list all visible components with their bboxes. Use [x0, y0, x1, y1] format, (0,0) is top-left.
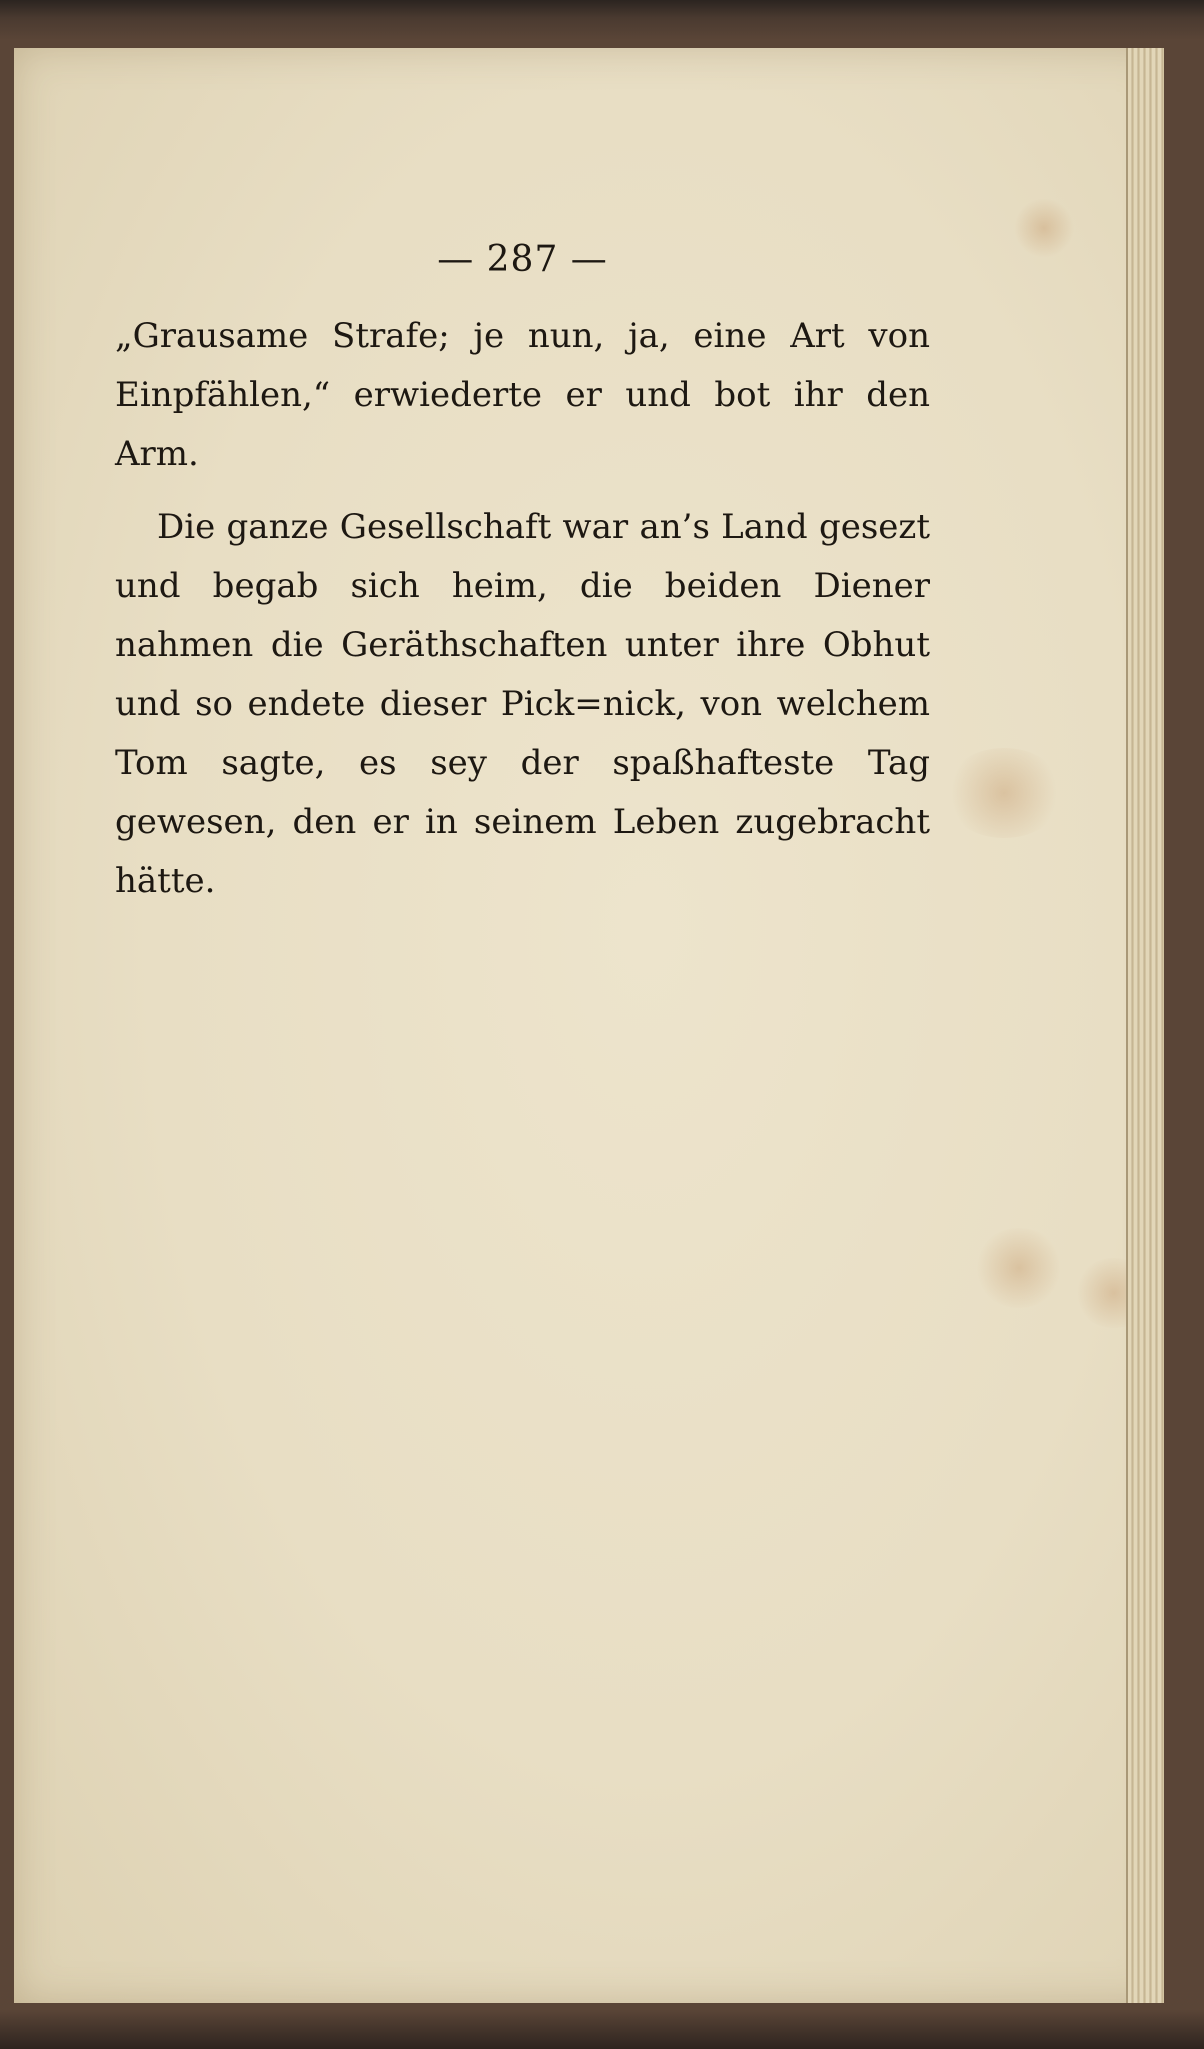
foxing-stain [944, 748, 1064, 838]
text-block [115, 230, 930, 911]
page-number: — 287 — [437, 239, 608, 280]
page-edges [1126, 48, 1164, 2003]
show-through-text [104, 928, 954, 1000]
paragraph-1: „Grausame Strafe; je nun, ja, eine Art von Einpfählen,“ erwiederte er und bot ihr den Arm. [115, 316, 930, 474]
foxing-stain [974, 1228, 1064, 1308]
paragraph-2: Die ganze Gesellschaft war an’s Land gesezt und begab sich heim, die beiden Diener nahmen die Geräthschaften unter ihre Obhut und so endete dieser Pick=nick, von welchem Tom sagte, es sey der spaßhafteste Tag gewesen, den er in seinem Leben zugebracht hätte. [115, 507, 930, 901]
foxing-stain [1014, 198, 1074, 258]
